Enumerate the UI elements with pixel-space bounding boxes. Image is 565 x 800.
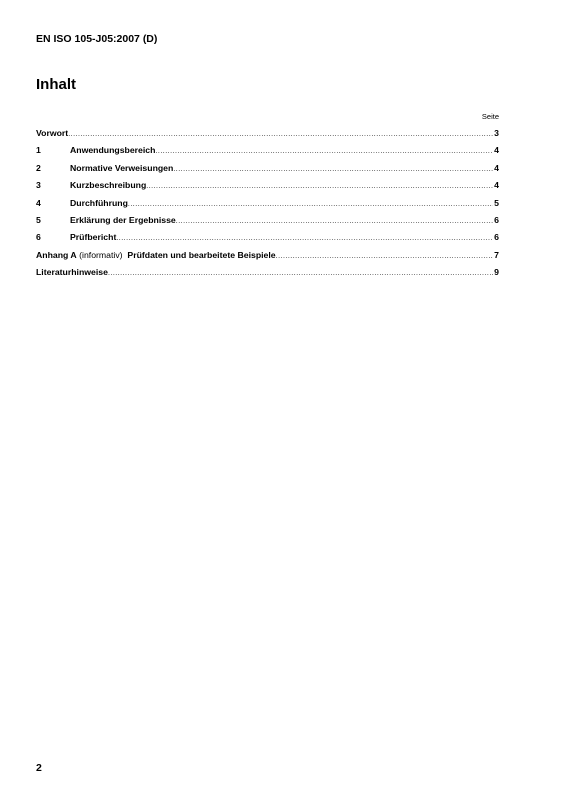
- toc-leader-dots: [116, 235, 493, 242]
- toc-annex-label: Anhang A: [36, 249, 77, 260]
- document-id-header: EN ISO 105-J05:2007 (D): [36, 33, 158, 45]
- toc-entry-page: 7: [494, 249, 499, 260]
- toc-entry-anhang-a[interactable]: [36, 250, 499, 267]
- toc-entry-durchfuehrung[interactable]: [36, 198, 499, 215]
- toc-entry-title: Vorwort: [36, 128, 69, 138]
- toc-leader-dots: [173, 166, 493, 173]
- toc-entry-pruefbericht[interactable]: [36, 232, 499, 249]
- toc-entry-number: 1: [36, 145, 41, 156]
- toc-entry-page: 6: [494, 232, 499, 243]
- toc-entry-erklaerung-der-ergebnisse[interactable]: [36, 215, 499, 232]
- toc-entry-number: 5: [36, 214, 41, 225]
- toc-entry-normative-verweisungen[interactable]: [36, 163, 499, 180]
- toc-entry-vorwort[interactable]: [36, 128, 499, 145]
- toc-entry-number: 4: [36, 197, 41, 208]
- toc-entry-title: Literaturhinweise: [36, 267, 108, 278]
- toc-entry-title: Kurzbeschreibung: [70, 180, 147, 191]
- toc-entry-page: 5: [494, 197, 499, 208]
- toc-entry-title: Normative Verweisungen: [70, 162, 174, 173]
- toc-entry-page: 6: [494, 214, 499, 225]
- toc-leader-dots: [276, 253, 494, 260]
- toc-entry-title: [36, 250, 276, 260]
- toc-leader-dots: [68, 131, 493, 138]
- page-column-label: Seite: [481, 112, 499, 121]
- toc-entry-number: 3: [36, 180, 41, 191]
- toc-leader-dots: [128, 201, 493, 208]
- toc-leader-dots: [176, 218, 493, 225]
- toc-annex-note: (informativ): [79, 249, 123, 260]
- toc-entry-page: 4: [494, 145, 499, 156]
- toc-entry-anwendungsbereich[interactable]: [36, 145, 499, 162]
- page-number: 2: [36, 762, 42, 774]
- toc-leader-dots: [108, 270, 493, 277]
- toc-entry-page: 4: [494, 180, 499, 191]
- toc-entry-page: 9: [494, 267, 499, 278]
- toc-entry-title: Prüfbericht: [70, 232, 117, 243]
- toc-entry-title: Erklärung der Ergebnisse: [70, 214, 176, 225]
- page-title: Inhalt: [36, 76, 76, 93]
- toc-annex-title: Prüfdaten und bearbeitete Beispiele: [127, 249, 276, 260]
- table-of-contents: [36, 128, 499, 285]
- toc-entry-number: 2: [36, 162, 41, 173]
- toc-entry-kurzbeschreibung[interactable]: [36, 180, 499, 197]
- toc-entry-page: 4: [494, 162, 499, 173]
- toc-entry-page: 3: [494, 128, 499, 138]
- toc-entry-title: Durchführung: [70, 197, 128, 208]
- toc-entry-literaturhinweise[interactable]: [36, 267, 499, 284]
- toc-leader-dots: [155, 148, 493, 155]
- toc-entry-title: Anwendungsbereich: [70, 145, 156, 156]
- toc-entry-number: 6: [36, 232, 41, 243]
- toc-leader-dots: [146, 183, 493, 190]
